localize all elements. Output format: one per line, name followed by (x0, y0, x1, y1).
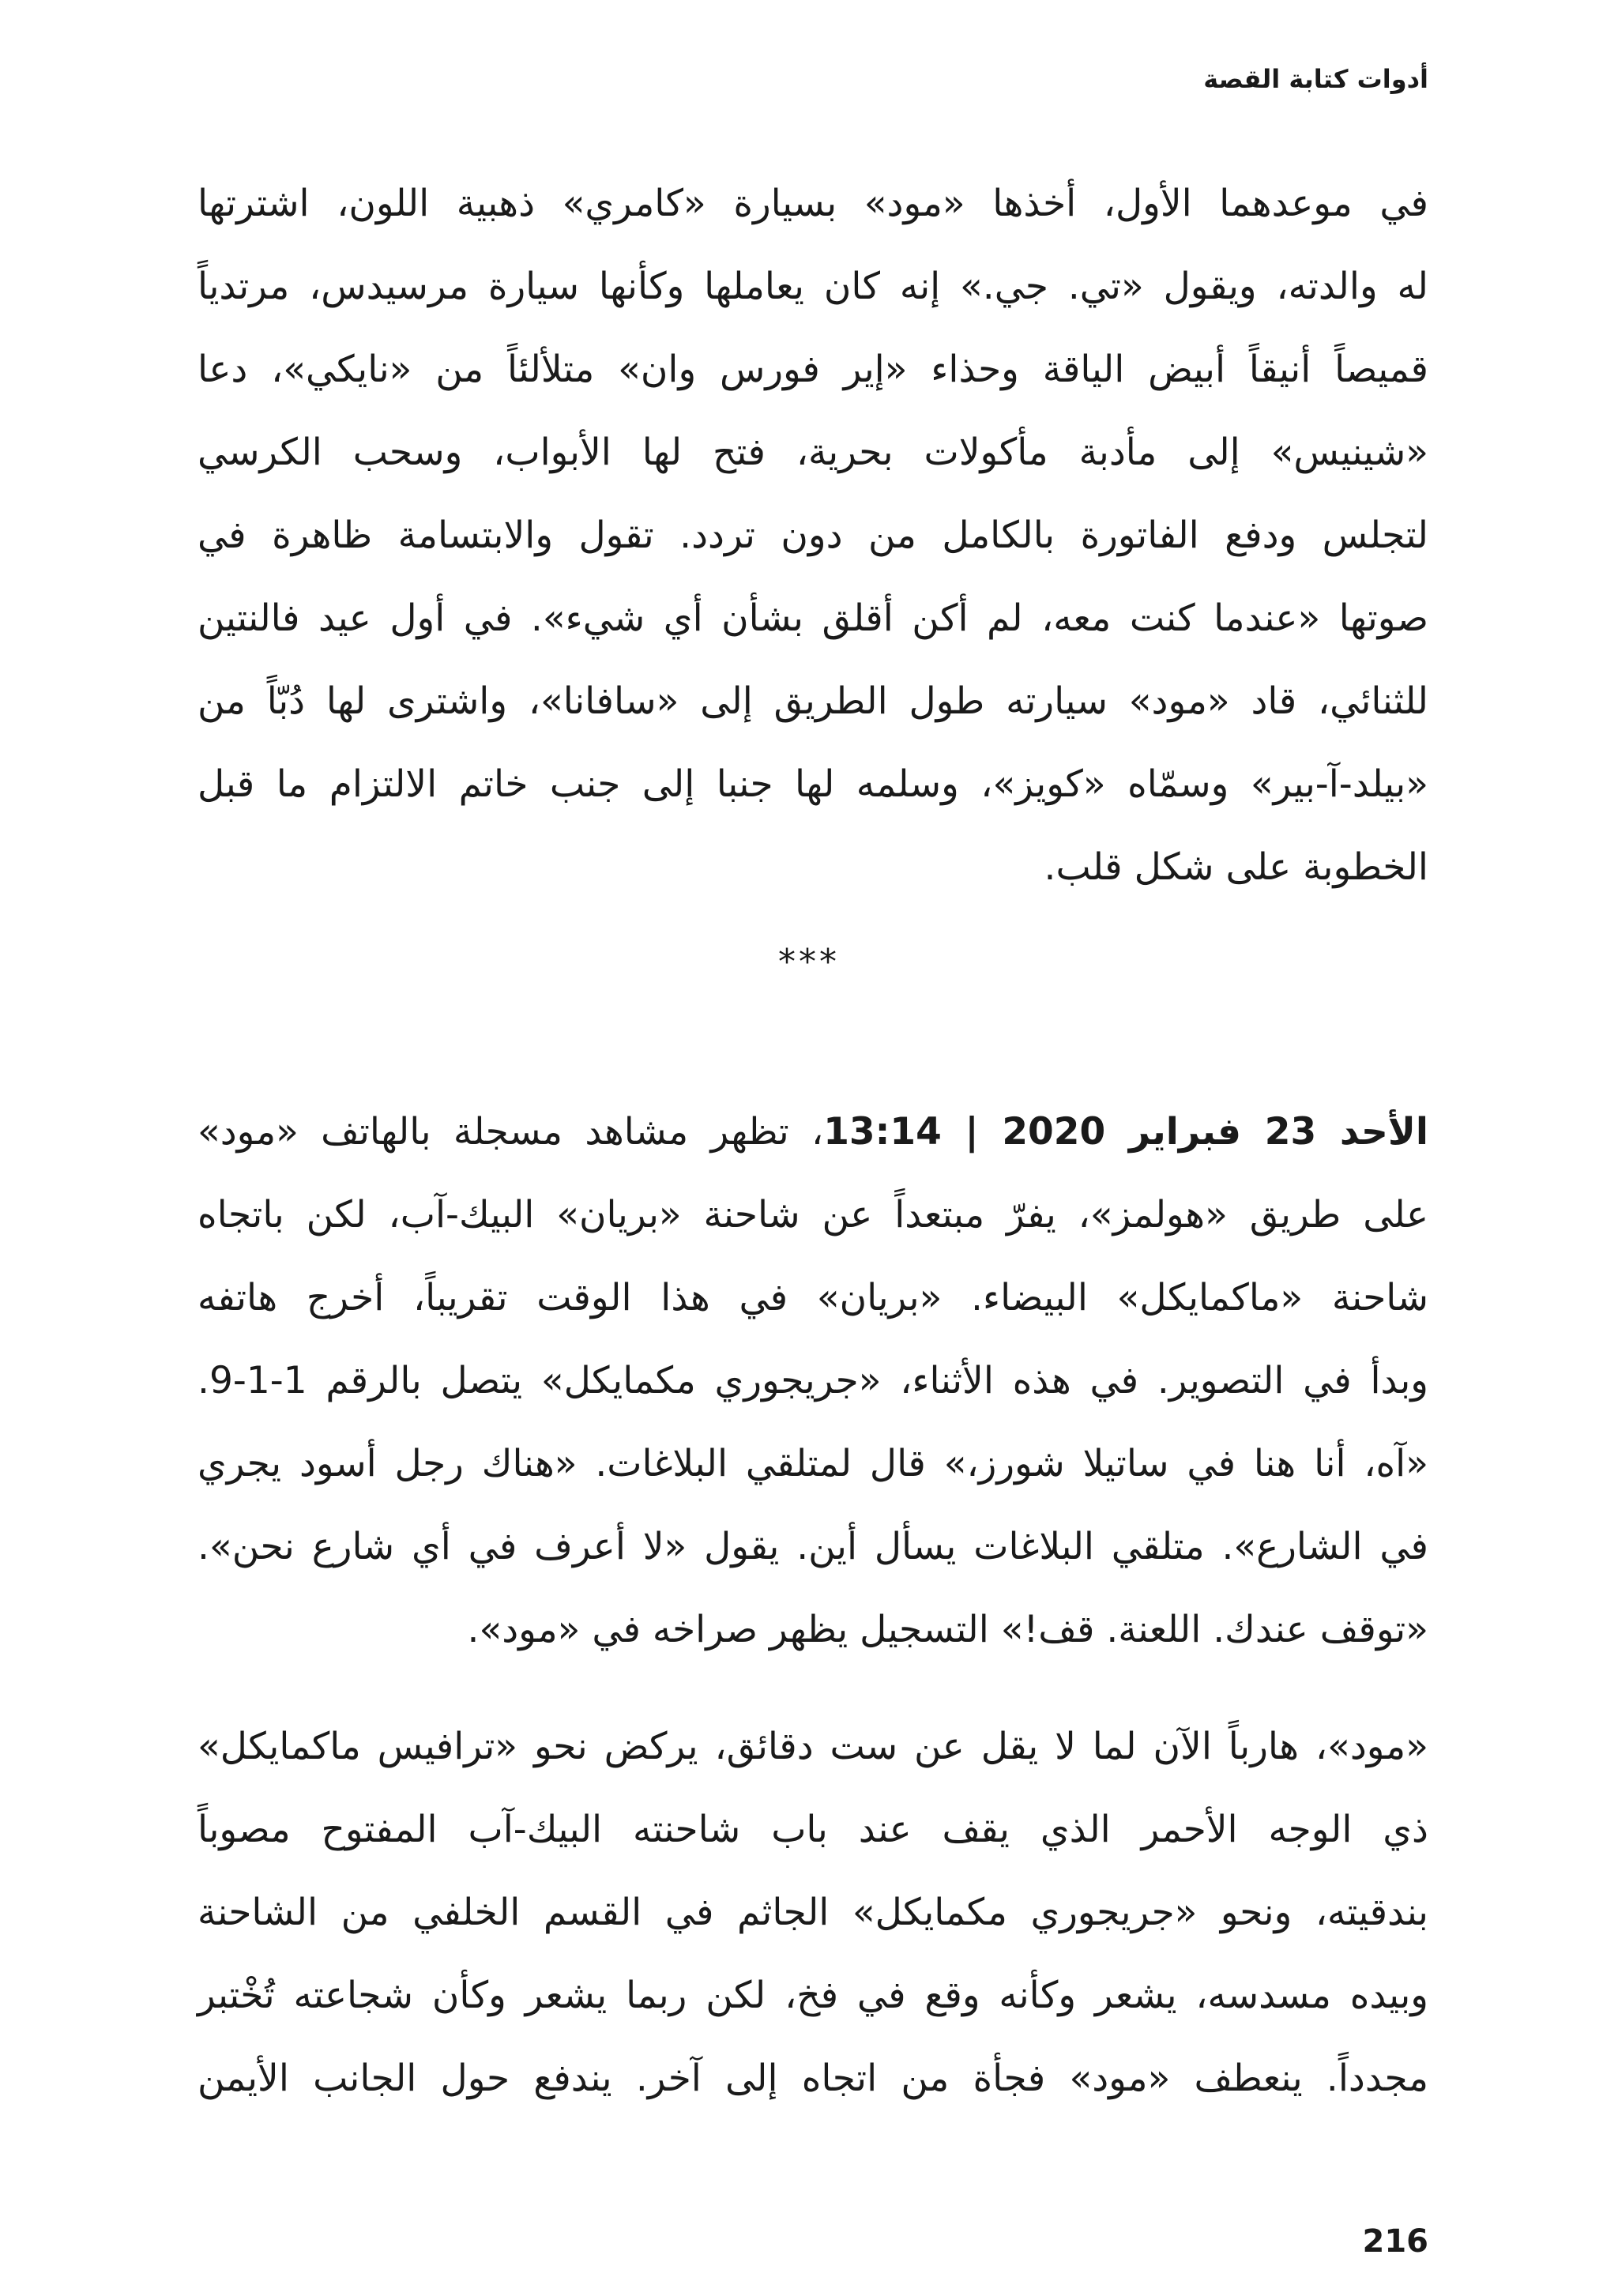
text-line: ذي الوجه الأحمر الذي يقف عند باب شاحنته البيك-آب المفتوح مصوباً (198, 1808, 1428, 1851)
text-line-with-date (198, 1090, 1428, 1173)
date-heading: الأحد 23 فبراير 2020 | 13:14 (823, 1110, 1428, 1154)
text-line: على طريق «هولمز»، يفرّ مبتعداً عن شاحنة «بريان» البيك-آب، لكن باتجاه (198, 1193, 1428, 1236)
text-line: لتجلس ودفع الفاتورة بالكامل من دون تردد. تقول والابتسامة ظاهرة في (198, 514, 1428, 557)
paragraph-running (198, 1705, 1428, 2120)
text-line: مجدداً. ينعطف «مود» فجأة من اتجاه إلى آخر. يندفع حول الجانب الأيمن (198, 2057, 1428, 2100)
text-line: «توقف عندك. اللعنة. قف!» التسجيل يظهر صراخه في «مود». (467, 1608, 1428, 1651)
text-line: شاحنة «ماكمايكل» البيضاء. «بريان» في هذا الوقت تقريباً، أخرج هاتفه (198, 1276, 1428, 1319)
text-line: «شينيس» إلى مأدبة مأكولات بحرية، فتح لها الأبواب، وسحب الكرسي (198, 431, 1428, 474)
paragraph-february-23 (198, 1090, 1428, 1671)
text-line-rest: ، تظهر مشاهد مسجلة بالهاتف «مود» (198, 1110, 824, 1154)
text-line: في موعدهما الأول، أخذها «مود» بسيارة «كامري» ذهبية اللون، اشترتها (198, 182, 1428, 225)
text-line: قميصاً أنيقاً أبيض الياقة وحذاء «إير فورس وان» متلألئاً من «نايكي»، دعا (198, 348, 1428, 391)
paragraph-first-date (198, 162, 1428, 909)
text-line: للثنائي، قاد «مود» سيارته طول الطريق إلى «سافانا»، واشترى لها دُبّاً من (198, 679, 1428, 723)
text-line: صوتها «عندما كنت معه، لم أكن أقلق بشأن أي شيء». في أول عيد فالنتين (198, 597, 1428, 640)
text-line: الخطوبة على شكل قلب. (1044, 845, 1428, 889)
text-line: وبيده مسدسه، يشعر وكأنه وقع في فخ، لكن ربما يشعر وكأن شجاعته تُخْتبر (198, 1974, 1428, 2017)
text-line: بندقيته، ونحو «جريجوري مكمايكل» الجاثم في القسم الخلفي من الشاحنة (198, 1891, 1428, 1934)
text-line: في الشارع». متلقي البلاغات يسأل أين. يقول «لا أعرف في أي شارع نحن». (198, 1525, 1428, 1568)
text-line: له والدته، ويقول «تي. جي.» إنه كان يعاملها وكأنها سيارة مرسيدس، مرتدياً (198, 265, 1428, 308)
text-line: وبدأ في التصوير. في هذه الأثناء، «جريجوري مكمايكل» يتصل بالرقم 1-1-9. (198, 1359, 1428, 1402)
running-head: أدوات كتابة القصة (1203, 64, 1428, 94)
text-line: «مود»، هارباً الآن لما لا يقل عن ست دقائق، يركض نحو «ترافيس ماكمايكل» (198, 1725, 1428, 1768)
page-number: 216 (1362, 2223, 1428, 2260)
text-line: «بيلد-آ-بير» وسمّاه «كويز»، وسلمه لها جنبا إلى جنب خاتم الالتزام ما قبل (198, 762, 1428, 806)
text-line: «آه، أنا هنا في ساتيلا شورز،» قال لمتلقي البلاغات. «هناك رجل أسود يجري (198, 1442, 1428, 1485)
scene-break: *** (778, 942, 840, 982)
